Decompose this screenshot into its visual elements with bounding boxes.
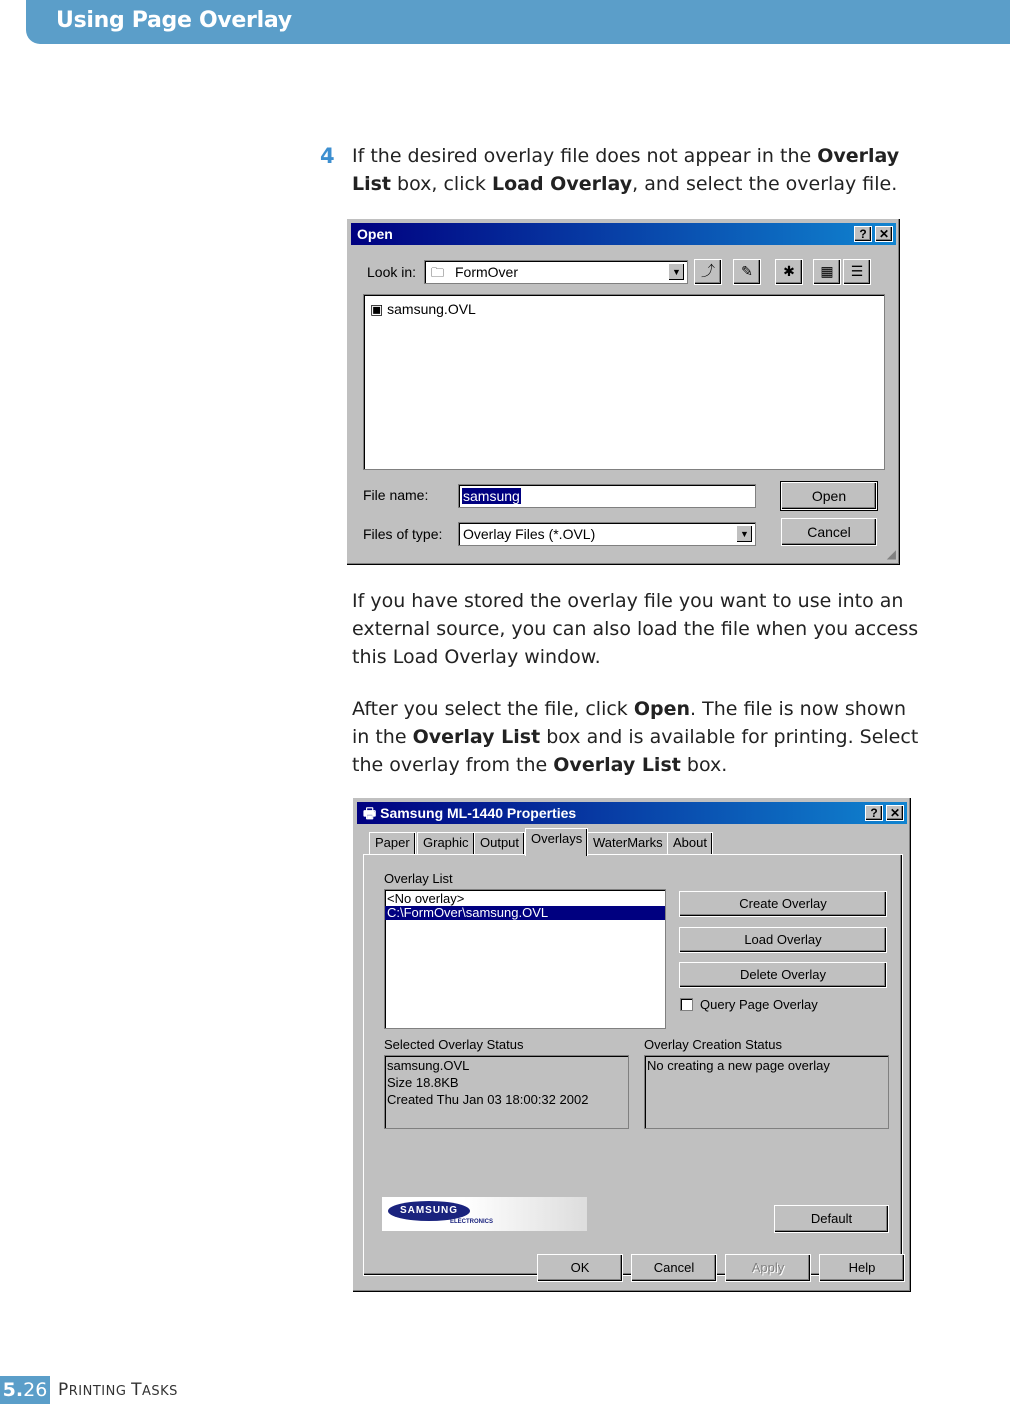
delete-overlay-button[interactable]: Delete Overlay [679,962,887,988]
close-icon[interactable]: ✕ [886,805,904,821]
page-number: 26 [23,1379,48,1401]
footer-letter: T [131,1380,142,1400]
properties-title: Samsung ML-1440 Properties [380,805,577,821]
section-header-bar [26,0,1010,44]
para-bold-open: Open [633,698,691,720]
files-of-type-select[interactable] [458,522,756,546]
details-view-icon[interactable]: ☰ [843,259,871,285]
step-number: 4 [320,144,335,168]
look-in-label: Look in: [367,264,417,280]
properties-dialog [352,797,912,1293]
para-text-part: After you select the file, click [352,698,634,720]
overlay-list[interactable] [384,889,666,1029]
chevron-down-icon[interactable]: ▼ [736,525,753,543]
file-item[interactable] [370,301,476,318]
tab-about[interactable]: About [667,832,713,854]
overlays-panel [363,854,903,1276]
file-name-label: File name: [363,487,429,503]
step-bold-overlay-list: Overlay List [352,145,900,195]
step-bold-load-overlay: Load Overlay [491,173,633,195]
creation-status-box [644,1055,889,1129]
open-button[interactable]: Open [781,482,877,510]
file-icon: ▣ [370,301,384,317]
page-number-badge [0,1376,50,1404]
load-overlay-button[interactable]: Load Overlay [679,927,887,953]
printer-icon: 🖶 [363,805,377,821]
step-4 [320,142,910,198]
logo-subtext: ELECTRONICS [450,1219,494,1225]
para-bold-overlay-list: Overlay List [553,754,681,776]
file-item-label: samsung.OVL [387,301,476,317]
list-item[interactable]: C:\FormOver\samsung.OVL [385,906,665,920]
tab-output[interactable]: Output [474,832,525,854]
tab-paper[interactable]: Paper [369,832,416,854]
paragraph-after-select [352,695,922,779]
query-page-overlay-checkbox[interactable] [680,998,693,1011]
para-text-part: box and is available for printing. Select the overlay from the [352,726,919,776]
cancel-button[interactable]: Cancel [781,518,877,546]
query-page-overlay-label: Query Page Overlay [700,997,818,1012]
status-line: samsung.OVL [387,1058,470,1073]
chapter-number: 5. [2,1379,24,1401]
look-in-combo[interactable] [424,260,688,284]
tab-watermarks[interactable]: WaterMarks [587,832,669,854]
selected-status-box [384,1055,629,1129]
selected-status-label: Selected Overlay Status [384,1037,524,1052]
tab-graphic[interactable]: Graphic [417,832,475,854]
file-name-input[interactable] [458,484,756,508]
help-icon[interactable]: ? [854,226,872,242]
open-dialog [346,218,901,566]
help-icon[interactable]: ? [865,805,883,821]
properties-titlebar [357,802,907,824]
open-dialog-titlebar [351,223,896,245]
ok-button[interactable]: OK [537,1254,623,1282]
samsung-logo [382,1197,587,1231]
footer-word: RINTING [68,1384,132,1399]
footer-section [58,1380,178,1400]
open-dialog-title: Open [357,226,393,242]
up-folder-icon[interactable]: ⤴ [694,259,722,285]
files-of-type-value: Overlay Files (*.OVL) [463,526,596,542]
cancel-button[interactable]: Cancel [631,1254,717,1282]
create-overlay-button[interactable]: Create Overlay [679,891,887,917]
creation-status-label: Overlay Creation Status [644,1037,783,1052]
footer-word: ASKS [141,1384,178,1399]
logo-wordmark: SAMSUNG [388,1201,470,1221]
help-button[interactable]: Help [819,1254,905,1282]
close-icon[interactable]: ✕ [875,226,893,242]
step-text-part: , and select the overlay file. [632,173,898,195]
tab-overlays[interactable]: Overlays [525,828,588,856]
default-button[interactable]: Default [774,1205,889,1233]
apply-button[interactable]: Apply [725,1254,811,1282]
para-text-part: . The file is now shown in the [352,698,907,748]
desktop-icon[interactable]: ✎ [733,259,761,285]
section-title: Using Page Overlay [56,8,292,33]
footer-letter: P [58,1380,69,1400]
status-line: Created Thu Jan 03 18:00:32 2002 [387,1092,589,1107]
step-text-part: If the desired overlay file does not appear in the [352,145,818,167]
new-folder-icon[interactable]: ✱ [775,259,803,285]
folder-icon: 🗀 [431,265,445,280]
step-text [352,142,910,198]
overlay-list-label: Overlay List [384,871,453,886]
list-item[interactable]: <No overlay> [387,891,465,906]
paragraph-external-source: If you have stored the overlay file you want to use into an external source, you can also load the file when you access this Load Overlay window. [352,590,919,668]
file-name-value: samsung [463,488,520,504]
para-text-part: box. [680,754,728,776]
step-text-part: box, click [391,173,492,195]
look-in-value: FormOver [455,264,518,280]
resize-grip-icon[interactable]: ◢ [886,547,896,561]
para-bold-overlay-list: Overlay List [412,726,541,748]
files-of-type-label: Files of type: [363,526,443,542]
list-view-icon[interactable]: ▦ [813,259,841,285]
status-line: Size 18.8KB [387,1075,459,1090]
creation-status-text: No creating a new page overlay [647,1058,830,1073]
file-list[interactable] [363,294,885,470]
chevron-down-icon[interactable]: ▼ [668,263,685,281]
